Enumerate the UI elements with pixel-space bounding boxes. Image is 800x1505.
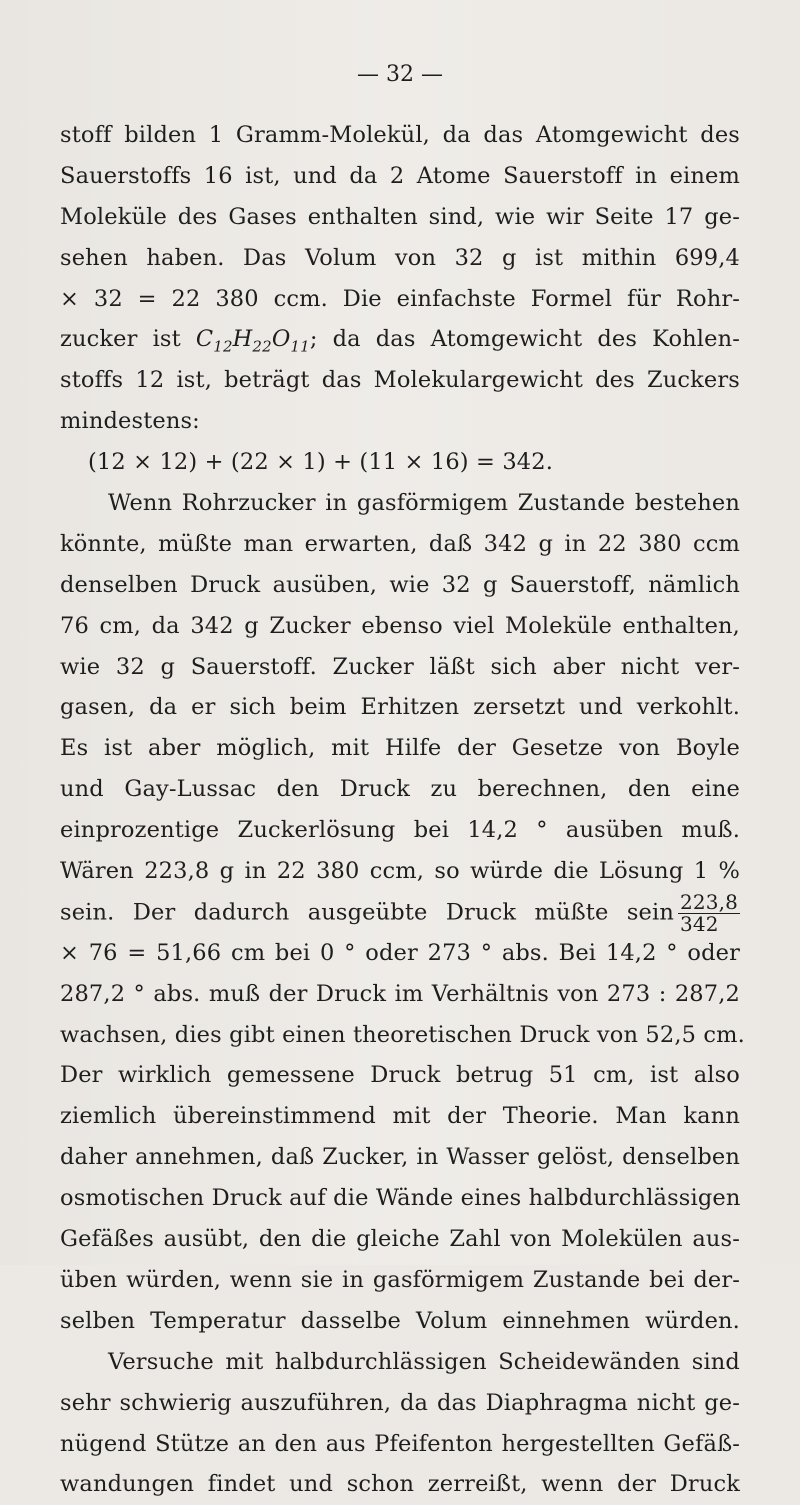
subscript: 22 [252, 337, 272, 356]
text-line: × 32 = 22 380 ccm. Die einfachste Formel für Rohr- [60, 285, 740, 312]
text-line: wandungen findet und schon zerreißt, wenn der Druck [60, 1471, 740, 1498]
subscript: 12 [213, 337, 233, 356]
text-line: einprozentige Zuckerlösung bei 14,2 ° ausüben muß. [60, 817, 740, 844]
text-line: wie 32 g Sauerstoff. Zucker läßt sich aber nicht ver- [60, 653, 740, 680]
equation: (12 × 12) + (22 × 1) + (11 × 16) = 342. [88, 449, 554, 476]
text-line: mindestens: [60, 408, 200, 435]
text-line: Es ist aber möglich, mit Hilfe der Gesetze von Boyle [60, 735, 740, 762]
text-line-fraction [60, 889, 740, 936]
text-fragment: ; da das Atomgewicht des Kohlen- [309, 326, 740, 353]
text-line: stoff bilden 1 Gramm-Molekül, da das Atomgewicht des [60, 122, 740, 148]
fraction-numerator: 223,8 [679, 889, 738, 914]
page-number: — 32 — [357, 62, 443, 87]
text-line: sehen haben. Das Volum von 32 g ist mithin 699,4 [60, 244, 740, 271]
text-line: ziemlich übereinstimmend mit der Theorie. Man kann [60, 1103, 740, 1130]
text-line: üben würden, wenn sie in gasförmigem Zustande bei der- [60, 1266, 740, 1293]
text-line: selben Temperatur dasselbe Volum einnehmen würden. [60, 1307, 740, 1334]
fraction-denominator: 342 [679, 911, 719, 936]
text-line: daher annehmen, daß Zucker, in Wasser gelöst, denselben [60, 1144, 740, 1171]
text-line: Gefäßes ausübt, den die gleiche Zahl von Molekülen aus- [60, 1226, 740, 1253]
text-line: Versuche mit halbdurchlässigen Scheidewänden sind [108, 1348, 740, 1375]
element-c: C [195, 326, 214, 353]
text-line: nügend Stütze an den aus Pfeifenton hergestellten Gefäß- [60, 1430, 740, 1457]
text-line: könnte, müßte man erwarten, daß 342 g in 22 380 ccm [60, 530, 740, 557]
element-h: H [232, 326, 253, 353]
text-line: denselben Druck ausüben, wie 32 g Sauerstoff, nämlich [60, 571, 740, 598]
text-line: Der wirklich gemessene Druck betrug 51 cm, ist also [60, 1062, 740, 1089]
text-line: sehr schwierig auszuführen, da das Diaphragma nicht ge- [60, 1389, 740, 1416]
text-line-formula [60, 319, 740, 360]
body-text [60, 115, 745, 1505]
chem-formula [195, 326, 310, 356]
text-line: × 76 = 51,66 cm bei 0 ° oder 273 ° abs. Bei 14,2 ° oder [60, 939, 740, 966]
text-line: Moleküle des Gases enthalten sind, wie wir Seite 17 ge- [60, 203, 740, 230]
text-line: osmotischen Druck auf die Wände eines halbdurchlässigen [60, 1185, 741, 1212]
element-o: O [271, 326, 291, 353]
text-line: Wenn Rohrzucker in gasförmigem Zustande bestehen [108, 490, 740, 517]
text-fragment: zucker ist [60, 326, 181, 353]
text-line: Wären 223,8 g in 22 380 ccm, so würde die Lösung 1 % [60, 858, 740, 885]
text-line: stoffs 12 ist, beträgt das Molekulargewicht des Zuckers [60, 367, 740, 394]
text-line: 287,2 ° abs. muß der Druck im Verhältnis von 273 : 287,2 [60, 980, 740, 1007]
fraction [678, 889, 740, 936]
text-fragment: sein. Der dadurch ausgeübte Druck müßte sein [60, 899, 674, 926]
text-line: 76 cm, da 342 g Zucker ebenso viel Moleküle enthalten, [60, 612, 740, 639]
text-line: gasen, da er sich beim Erhitzen zersetzt und verkohlt. [60, 694, 740, 721]
text-line: Sauerstoffs 16 ist, und da 2 Atome Sauerstoff in einem [60, 162, 740, 189]
text-line: wachsen, dies gibt einen theoretischen Druck von 52,5 cm. [60, 1021, 745, 1048]
text-line: und Gay-Lussac den Druck zu berechnen, den eine [60, 776, 740, 803]
subscript: 11 [290, 337, 310, 356]
